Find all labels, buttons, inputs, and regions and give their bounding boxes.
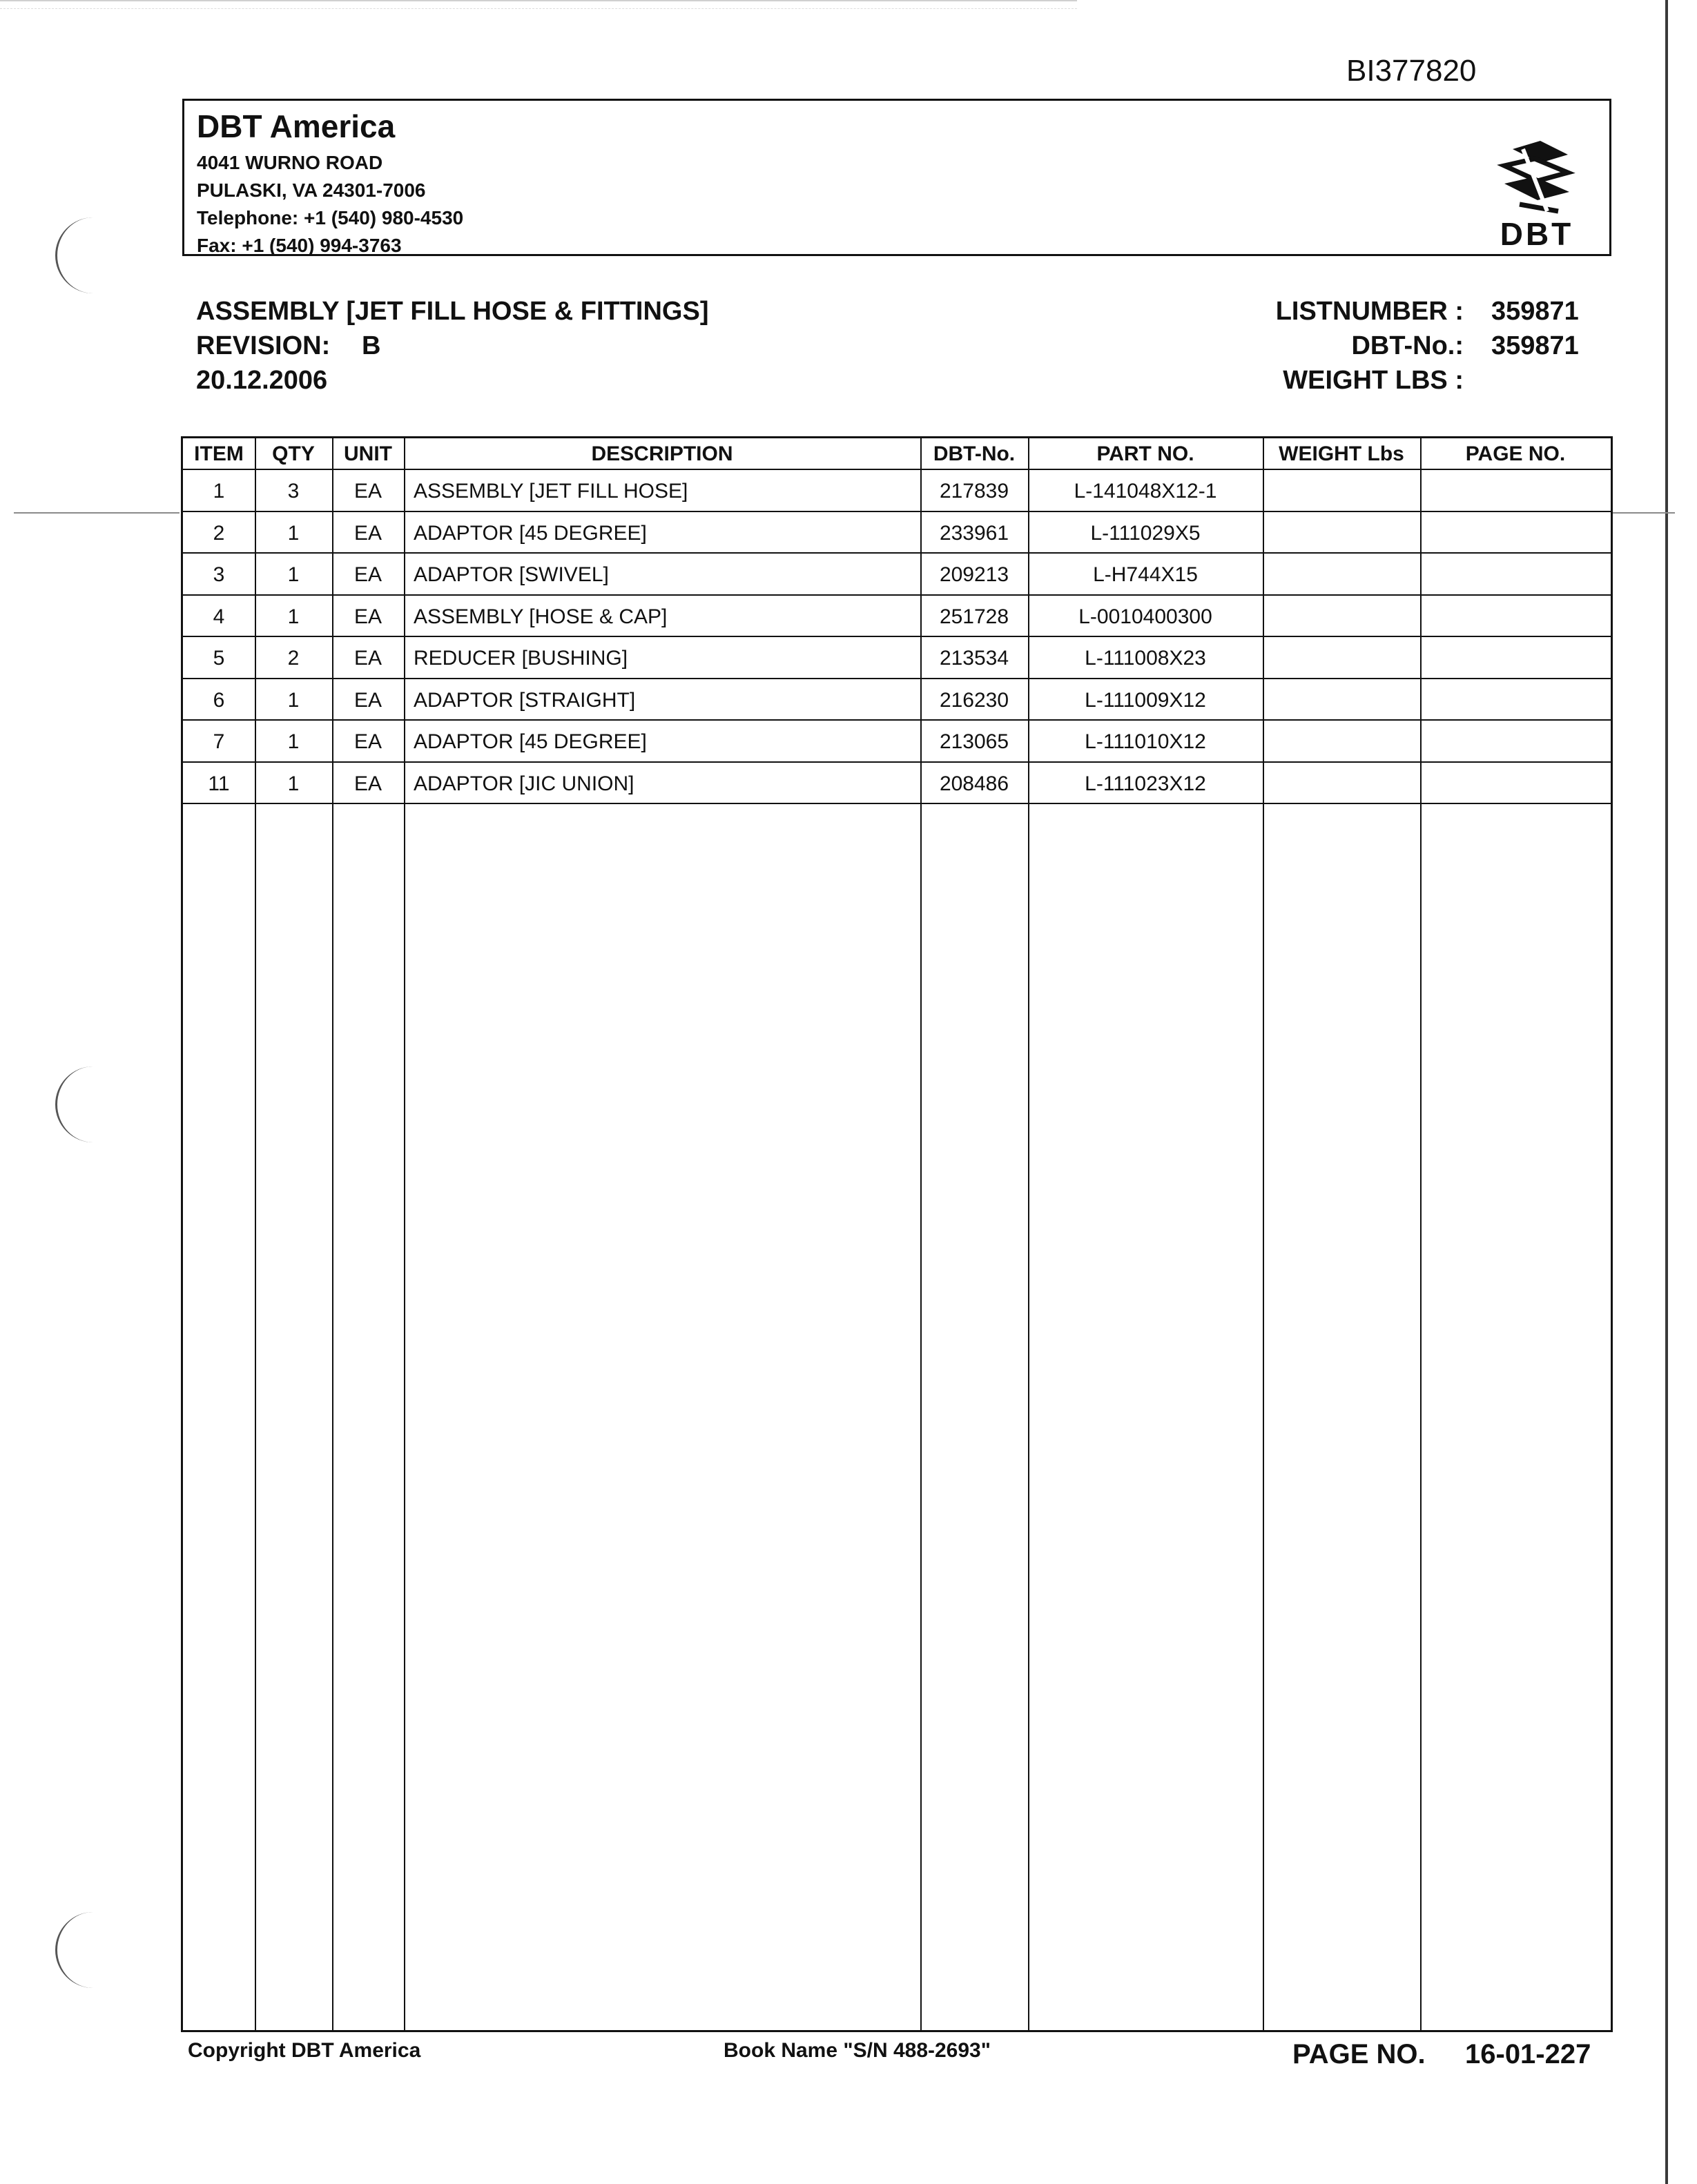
cell-qty: 1	[287, 521, 300, 545]
cell-qty: 2	[287, 647, 300, 670]
dbt-no-label: DBT-No.:	[1351, 331, 1464, 360]
cell-part-no: L-141048X12-1	[1074, 480, 1217, 503]
cell-dbt-no: 216230	[939, 688, 1009, 712]
cell-part-no: L-111009X12	[1085, 688, 1206, 712]
dbt-logo-text: DBT	[1500, 216, 1574, 252]
binder-hole-mark-middle	[55, 1066, 99, 1142]
cell-description: ASSEMBLY [HOSE & CAP]	[414, 605, 668, 628]
cell-qty: 1	[287, 605, 300, 628]
cell-item: 2	[213, 521, 225, 545]
cell-unit: EA	[353, 563, 382, 586]
column-header-unit: UNIT	[344, 442, 392, 465]
binder-hole-mark-bottom	[55, 1912, 99, 1988]
cell-dbt-no: 208486	[939, 772, 1009, 795]
cell-item: 11	[208, 772, 230, 795]
cell-dbt-no: 217839	[939, 480, 1009, 503]
table-row	[183, 636, 1611, 678]
footer-page-value: 16-01-227	[1465, 2039, 1591, 2069]
cell-dbt-no: 233961	[939, 521, 1009, 545]
scan-artifact-top	[0, 0, 1077, 9]
company-telephone: Telephone: +1 (540) 980-4530	[197, 207, 464, 228]
cell-unit: EA	[353, 772, 382, 795]
listnumber-label: LISTNUMBER :	[1275, 297, 1464, 326]
cell-unit: EA	[353, 480, 382, 503]
cell-qty: 1	[287, 772, 300, 795]
cell-item: 1	[213, 480, 225, 503]
table-row	[183, 552, 1611, 594]
column-header-weight: WEIGHT Lbs	[1279, 442, 1404, 465]
cell-qty: 1	[287, 730, 300, 753]
binder-hole-mark-top	[55, 217, 99, 293]
cell-unit: EA	[353, 521, 382, 545]
cell-item: 6	[213, 688, 225, 712]
cell-description: ADAPTOR [JIC UNION]	[414, 772, 634, 795]
assembly-title: ASSEMBLY [JET FILL HOSE & FITTINGS]	[196, 297, 709, 326]
listnumber-value: 359871	[1491, 297, 1579, 326]
cell-part-no: L-111010X12	[1085, 730, 1206, 753]
company-fax: Fax: +1 (540) 994-3763	[197, 235, 402, 256]
assembly-date: 20.12.2006	[196, 366, 328, 395]
cell-part-no: L-111029X5	[1090, 521, 1201, 545]
dbt-no-value: 359871	[1491, 331, 1579, 360]
table-row	[183, 469, 1611, 511]
cell-description: ADAPTOR [STRAIGHT]	[414, 688, 636, 712]
cell-description: ASSEMBLY [JET FILL HOSE]	[414, 480, 688, 503]
scan-artifact-right-edge	[1665, 0, 1668, 2184]
cell-qty: 1	[287, 688, 300, 712]
dbt-logo	[1492, 135, 1582, 253]
column-header-part-no: PART NO.	[1096, 442, 1194, 465]
cell-dbt-no: 251728	[939, 605, 1009, 628]
cell-dbt-no: 209213	[939, 563, 1009, 586]
table-row	[183, 761, 1611, 803]
cell-item: 3	[213, 563, 225, 586]
cell-dbt-no: 213534	[939, 647, 1009, 670]
cell-description: ADAPTOR [SWIVEL]	[414, 563, 609, 586]
revision-label: REVISION:	[196, 331, 331, 360]
table-row	[183, 678, 1611, 720]
cell-dbt-no: 213065	[939, 730, 1009, 753]
cell-item: 4	[213, 605, 225, 628]
cell-qty: 3	[287, 480, 300, 503]
parts-table	[181, 436, 1613, 2032]
scan-artifact-line-right	[1613, 512, 1675, 514]
cell-description: ADAPTOR [45 DEGREE]	[414, 730, 647, 753]
cell-unit: EA	[353, 730, 382, 753]
cell-item: 5	[213, 647, 225, 670]
cell-description: REDUCER [BUSHING]	[414, 647, 628, 670]
scan-artifact-line-left	[14, 512, 180, 514]
revision-value: B	[362, 331, 381, 360]
table-row	[183, 511, 1611, 553]
cell-unit: EA	[353, 688, 382, 712]
cell-part-no: L-0010400300	[1078, 605, 1212, 628]
cell-unit: EA	[353, 647, 382, 670]
cell-unit: EA	[353, 605, 382, 628]
footer-page-label: PAGE NO.	[1292, 2039, 1426, 2069]
company-address-line2: PULASKI, VA 24301-7006	[197, 179, 426, 201]
cell-qty: 1	[287, 563, 300, 586]
company-address-line1: 4041 WURNO ROAD	[197, 152, 383, 173]
column-header-dbt-no: DBT-No.	[933, 442, 1016, 465]
company-name: DBT America	[197, 108, 396, 144]
weight-label: WEIGHT LBS :	[1283, 366, 1464, 395]
column-header-item: ITEM	[194, 442, 244, 465]
table-row	[183, 594, 1611, 636]
cell-part-no: L-111008X23	[1085, 647, 1206, 670]
footer-book-name: Book Name "S/N 488-2693"	[724, 2039, 991, 2062]
dbt-logo-icon	[1492, 135, 1582, 218]
footer-copyright: Copyright DBT America	[188, 2039, 421, 2062]
cell-item: 7	[213, 730, 225, 753]
cell-part-no: L-111023X12	[1085, 772, 1206, 795]
column-header-page-no: PAGE NO.	[1465, 442, 1566, 465]
column-header-description: DESCRIPTION	[591, 442, 733, 465]
cell-part-no: L-H744X15	[1093, 563, 1198, 586]
company-header	[182, 99, 1611, 256]
cell-description: ADAPTOR [45 DEGREE]	[414, 521, 647, 545]
table-row	[183, 719, 1611, 761]
row-divider	[183, 803, 1611, 804]
column-header-qty: QTY	[272, 442, 315, 465]
document-id: BI377820	[1346, 54, 1477, 88]
